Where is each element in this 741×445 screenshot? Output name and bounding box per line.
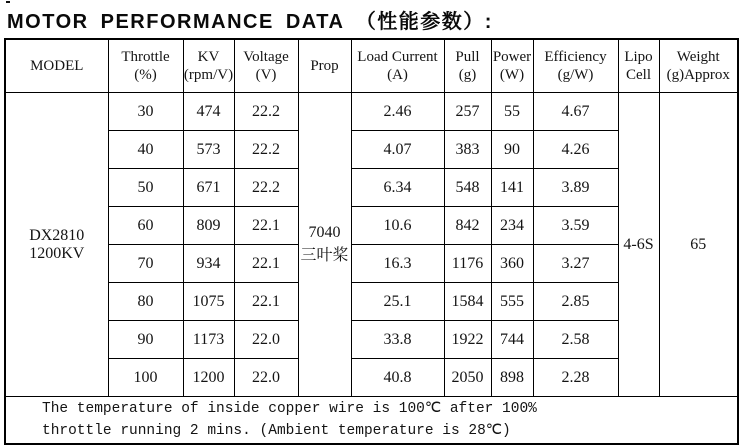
col-header-pull: Pull (g) xyxy=(444,39,491,93)
cell-power: 744 xyxy=(491,321,533,359)
cell-kv: 809 xyxy=(183,207,234,245)
cell-throttle: 90 xyxy=(108,321,183,359)
cell-voltage: 22.2 xyxy=(234,93,298,131)
cell-load-current: 2.46 xyxy=(351,93,444,131)
performance-table xyxy=(4,38,739,445)
table-row xyxy=(5,93,738,131)
cell-pull: 1176 xyxy=(444,245,491,283)
cell-load-current: 6.34 xyxy=(351,169,444,207)
cell-power: 234 xyxy=(491,207,533,245)
cell-efficiency: 3.27 xyxy=(533,245,618,283)
cell-load-current: 25.1 xyxy=(351,283,444,321)
cell-load-current: 10.6 xyxy=(351,207,444,245)
note-row xyxy=(5,397,738,445)
cell-pull: 548 xyxy=(444,169,491,207)
cell-kv: 474 xyxy=(183,93,234,131)
cell-load-current: 33.8 xyxy=(351,321,444,359)
cell-load-current: 16.3 xyxy=(351,245,444,283)
cell-voltage: 22.1 xyxy=(234,245,298,283)
col-header-load-current: Load Current (A) xyxy=(351,39,444,93)
cell-efficiency: 3.59 xyxy=(533,207,618,245)
col-header-voltage: Voltage (V) xyxy=(234,39,298,93)
cell-kv: 1200 xyxy=(183,359,234,397)
col-header-model: MODEL xyxy=(5,39,108,93)
header-row xyxy=(5,39,738,93)
col-header-lipo-cell: Lipo Cell xyxy=(618,39,659,93)
cell-throttle: 80 xyxy=(108,283,183,321)
cell-kv: 671 xyxy=(183,169,234,207)
cell-voltage: 22.0 xyxy=(234,321,298,359)
cell-voltage: 22.2 xyxy=(234,131,298,169)
col-header-weight: Weight (g)Approx xyxy=(659,39,738,93)
col-header-kv: KV (rpm/V) xyxy=(183,39,234,93)
cell-kv: 1173 xyxy=(183,321,234,359)
col-header-throttle: Throttle (%) xyxy=(108,39,183,93)
cell-pull: 1584 xyxy=(444,283,491,321)
cell-efficiency: 2.85 xyxy=(533,283,618,321)
cell-power: 555 xyxy=(491,283,533,321)
cell-pull: 2050 xyxy=(444,359,491,397)
cell-kv: 573 xyxy=(183,131,234,169)
cell-load-current: 40.8 xyxy=(351,359,444,397)
page-title: MOTOR PERFORMANCE DATA （性能参数）: xyxy=(7,11,493,33)
cell-throttle: 60 xyxy=(108,207,183,245)
col-header-prop: Prop xyxy=(298,39,351,93)
cell-power: 898 xyxy=(491,359,533,397)
cell-kv: 934 xyxy=(183,245,234,283)
cell-throttle: 40 xyxy=(108,131,183,169)
prop-cell: 7040 三叶桨 xyxy=(298,93,351,397)
cell-load-current: 4.07 xyxy=(351,131,444,169)
cell-throttle: 100 xyxy=(108,359,183,397)
cell-efficiency: 3.89 xyxy=(533,169,618,207)
cell-kv: 1075 xyxy=(183,283,234,321)
cell-voltage: 22.1 xyxy=(234,283,298,321)
cell-throttle: 70 xyxy=(108,245,183,283)
cell-power: 360 xyxy=(491,245,533,283)
cell-throttle: 50 xyxy=(108,169,183,207)
cell-pull: 257 xyxy=(444,93,491,131)
cell-power: 55 xyxy=(491,93,533,131)
temperature-note: The temperature of inside copper wire is 100℃ after 100% throttle running 2 mins. (Ambient temperature is 28℃) xyxy=(5,397,738,445)
weight-cell: 65 xyxy=(659,93,738,397)
model-cell: DX2810 1200KV xyxy=(5,93,108,397)
cell-efficiency: 2.28 xyxy=(533,359,618,397)
cell-voltage: 22.2 xyxy=(234,169,298,207)
stray-mark xyxy=(6,1,10,3)
cell-power: 141 xyxy=(491,169,533,207)
cell-efficiency: 4.67 xyxy=(533,93,618,131)
col-header-power: Power (W) xyxy=(491,39,533,93)
cell-efficiency: 4.26 xyxy=(533,131,618,169)
lipo-cell: 4-6S xyxy=(618,93,659,397)
cell-voltage: 22.0 xyxy=(234,359,298,397)
cell-pull: 842 xyxy=(444,207,491,245)
cell-voltage: 22.1 xyxy=(234,207,298,245)
cell-power: 90 xyxy=(491,131,533,169)
cell-throttle: 30 xyxy=(108,93,183,131)
cell-efficiency: 2.58 xyxy=(533,321,618,359)
cell-pull: 383 xyxy=(444,131,491,169)
cell-pull: 1922 xyxy=(444,321,491,359)
col-header-efficiency: Efficiency (g/W) xyxy=(533,39,618,93)
